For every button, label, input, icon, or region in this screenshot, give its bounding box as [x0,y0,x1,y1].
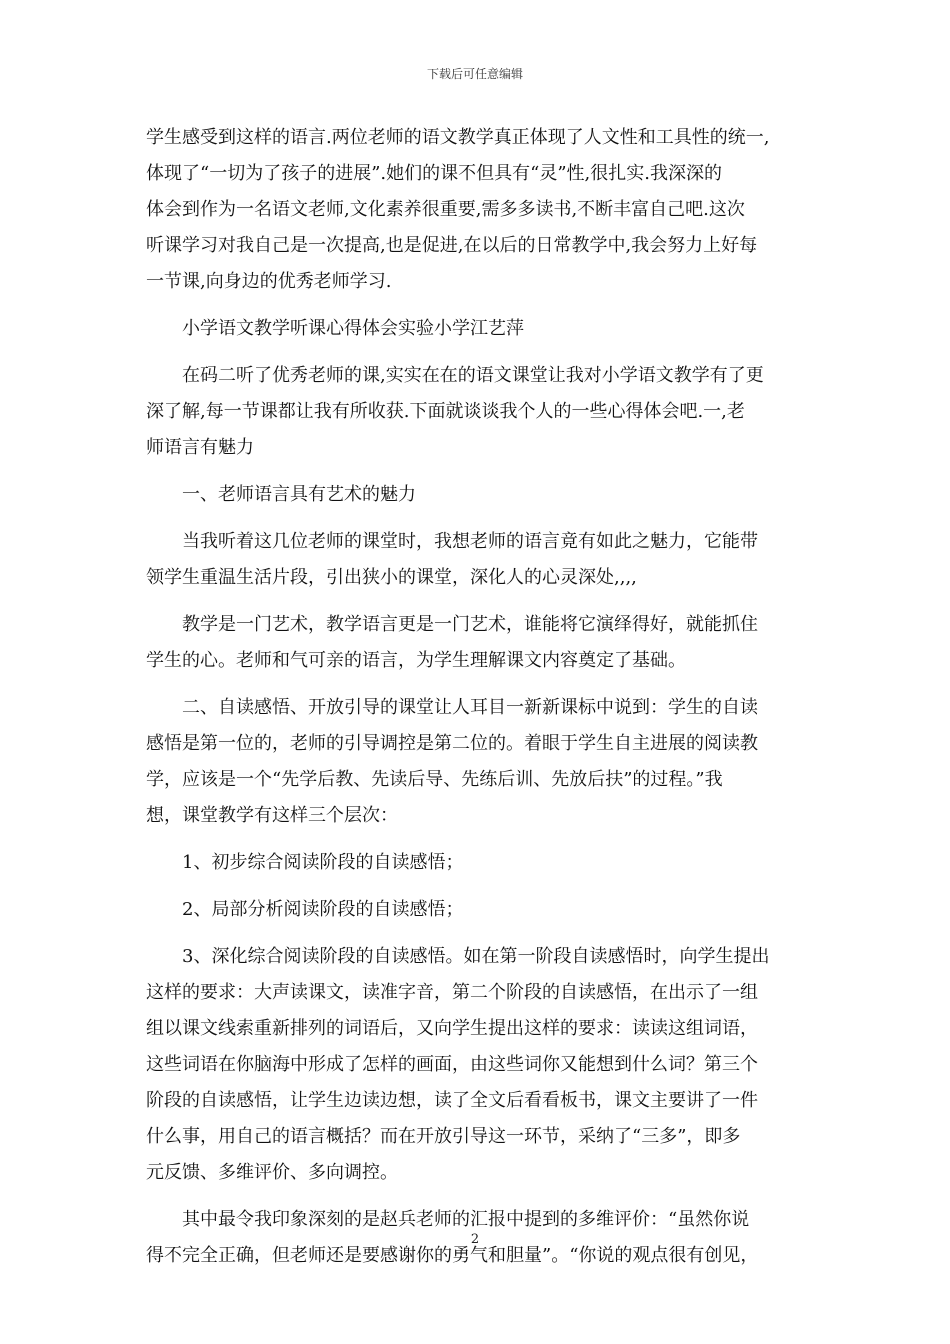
text-line: 学，应该是一个“先学后教、先读后导、先练后训、先放后扶”的过程。”我 [146,769,723,790]
text-line: 这些词语在你脑海中形成了怎样的画面，由这些词你又能想到什么词？第三个 [146,1054,758,1075]
text-line: 想，课堂教学有这样三个层次： [146,805,398,826]
paragraph [146,939,806,1191]
text-line: 什么事，用自己的语言概括？而在开放引导这一环节，采纳了“三多”，即多 [146,1126,741,1147]
text-line: 得不完全正确，但老师还是要感谢你的勇气和胆量”。“你说的观点很有创见， [146,1245,759,1266]
text-line: 这样的要求：大声读课文，读准字音，第二个阶段的自读感悟，在出示了一组 [146,982,758,1003]
text-line: 小学语文教学听课心得体会实验小学江艺萍 [146,318,524,339]
text-line: 领学生重温生活片段，引出狭小的课堂，深化人的心灵深处,,,, [146,567,637,588]
paragraph-gap [146,347,806,358]
text-line: 元反馈、多维评价、多向调控。 [146,1162,398,1183]
paragraph [146,892,806,928]
paragraph-gap [146,679,806,690]
document-body [146,120,806,1274]
paragraph-gap [146,596,806,607]
paragraph [146,524,806,596]
paragraph [146,311,806,347]
text-line: 一、老师语言具有艺术的魅力 [146,484,416,505]
paragraph [146,358,806,466]
text-line: 二、自读感悟、开放引导的课堂让人耳目一新新课标中说到：学生的自读 [146,697,758,718]
page-number: 2 [470,1232,480,1247]
paragraph-gap [146,1191,806,1202]
paragraph [146,607,806,679]
paragraph-gap [146,834,806,845]
text-line: 在码二听了优秀老师的课,实实在在的语文课堂让我对小学语文教学有了更 [146,365,764,386]
text-line: 当我听着这几位老师的课堂时，我想老师的语言竟有如此之魅力，它能带 [146,531,758,552]
paragraph-gap [146,928,806,939]
paragraph [146,690,806,834]
text-line: 教学是一门艺术，教学语言更是一门艺术，谁能将它演绎得好，就能抓住 [146,614,758,635]
text-line: 一节课,向身边的优秀老师学习. [146,271,392,292]
text-line: 听课学习对我自己是一次提高,也是促进,在以后的日常教学中,我会努力上好每 [146,235,758,256]
text-line: 深了解,每一节课都让我有所收获.下面就谈谈我个人的一些心得体会吧.一,老 [146,401,745,422]
text-line: 组以课文线索重新排列的词语后，又向学生提出这样的要求：读读这组词语， [146,1018,758,1039]
text-line: 师语言有魅力 [146,437,254,458]
paragraph-gap [146,513,806,524]
paragraph [146,120,806,300]
page-header: 下载后可任意编辑 [426,67,523,81]
paragraph [146,477,806,513]
text-line: 学生的心。老师和气可亲的语言，为学生理解课文内容奠定了基础。 [146,650,686,671]
paragraph-gap [146,466,806,477]
text-line: 1、初步综合阅读阶段的自读感悟； [146,852,464,873]
paragraph-gap [146,881,806,892]
text-line: 体会到作为一名语文老师,文化素养很重要,需多多读书,不断丰富自己吧.这次 [146,199,745,220]
text-line: 2、局部分析阅读阶段的自读感悟； [146,899,464,920]
text-line: 其中最令我印象深刻的是赵兵老师的汇报中提到的多维评价：“虽然你说 [146,1209,750,1230]
text-line: 3、深化综合阅读阶段的自读感悟。如在第一阶段自读感悟时，向学生提出 [146,946,770,967]
text-line: 感悟是第一位的，老师的引导调控是第二位的。着眼于学生自主进展的阅读教 [146,733,758,754]
text-line: 阶段的自读感悟，让学生边读边想，读了全文后看看板书，课文主要讲了一件 [146,1090,758,1111]
paragraph [146,845,806,881]
text-line: 体现了“一切为了孩子的进展”.她们的课不但具有“灵”性,很扎实.我深深的 [146,163,722,184]
text-line: 学生感受到这样的语言.两位老师的语文教学真正体现了人文性和工具性的统一, [146,127,770,148]
paragraph-gap [146,300,806,311]
